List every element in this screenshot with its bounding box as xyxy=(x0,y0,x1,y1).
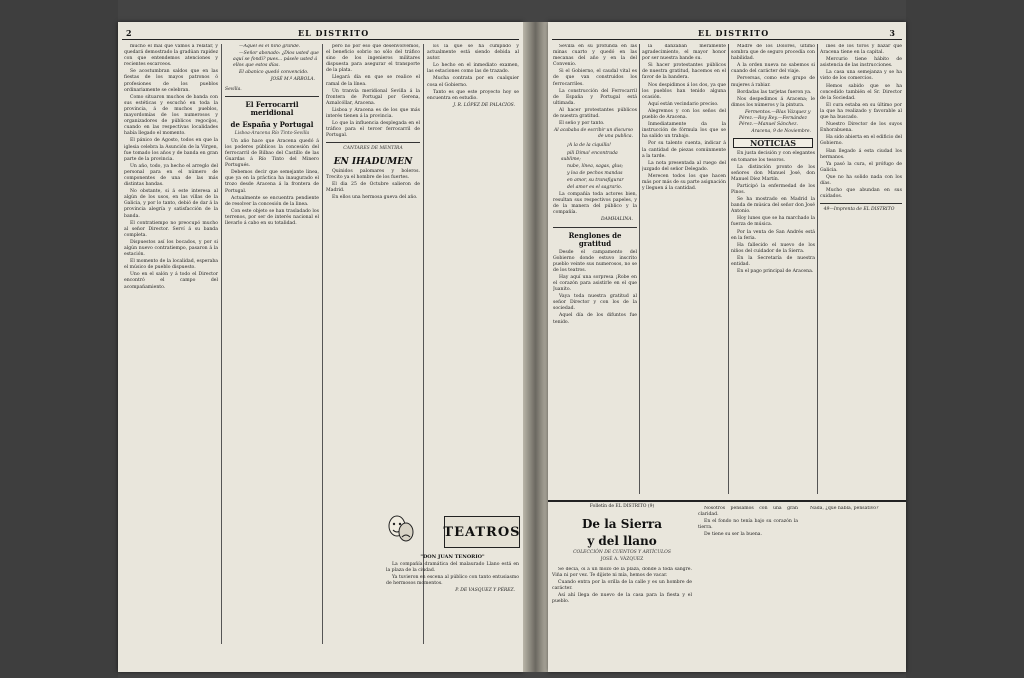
paragraph: El seño y por tanto. xyxy=(559,121,605,127)
column-divider xyxy=(322,44,323,644)
folletin-number: (9) xyxy=(647,504,655,509)
news-item: Hoy lunes que se ha marchado la fuerza de música. xyxy=(731,216,815,228)
paragraph: mucho el mal que vamos á relatar, y quedará demostrado la gradúan rapidez con que entendemos atenciones y recientes escarceos. xyxy=(124,44,218,68)
teatros-banner xyxy=(444,516,520,548)
paragraph: Actualmente se encuentra pendiente de resolver la concesión de la linea. xyxy=(225,195,319,207)
paragraph: Hemos sabido que se ha concedido también el Sr. Director de la Sociedad. xyxy=(820,83,902,101)
paragraph: Tanto es que este proyecto hoy se encuentra en estudio. xyxy=(427,89,519,101)
paragraph: La construcción del Ferrocarril de España y Portugal está ultimada. xyxy=(553,88,637,106)
paragraph: Llegará día en que se realice el ramal de la línea. xyxy=(326,75,420,87)
paragraph: El contratiempo no preocupó mucho al señor Director. Serví á su banda completa. xyxy=(124,220,218,238)
newspaper-page-right xyxy=(548,22,906,672)
viewer-margin-right xyxy=(906,0,1024,678)
paragraph: Aquí están vecindario preciso. xyxy=(648,101,719,107)
verse-line: nube, línea, sagas, glus; xyxy=(567,163,624,169)
separator xyxy=(225,96,319,97)
paragraph: Es la que se ha cumplido y actualmente está siendo debida al autor. xyxy=(427,44,519,62)
paragraph: Vaya toda nuestra gratitud al señor Director y con los de la sociedad. xyxy=(553,294,637,312)
newspaper-page-left xyxy=(118,22,523,672)
paragraph: Dispuestos así los bocados, y por si algún nuevo contratiempo, pasaron á la estación. xyxy=(124,239,218,258)
paragraph: Debemos decir que semejante linea, que ya en la práctica ha inaugurado el trozo desde Aracena á la frontera de Portugal. xyxy=(225,170,319,194)
paragraph: Uno en el salón y á todo el Director encontró el campo del acompañamiento. xyxy=(124,272,218,290)
news-item: Ha fallecido el nuevo de los niños del cuidador de la Sierra. xyxy=(731,242,815,254)
paragraph: Así ahí llega de nuevo de la casa para la fiesta y el pueblo. xyxy=(552,593,692,605)
column-4 xyxy=(820,44,902,499)
paragraph: Han llegado á esta ciudad los hermanos. xyxy=(820,148,902,160)
article-heading: El Ferrocarril meridional xyxy=(245,99,299,117)
paragraph: ínes de los toros y bazar que Aracena tiene en la capital. xyxy=(820,44,902,56)
paragraph: Un año hace que Aracena quedó á los poderes públicos la concesión del ferrocarril de Bilbao del Castillo de las Guardas á Río Tinto del Minero Portugués. xyxy=(225,138,319,169)
paragraph: Bordadas las tarjetas fueron ya. xyxy=(737,89,812,95)
column-2 xyxy=(642,44,726,499)
news-item: La distinción pronto de los señores don Manuel José, don Manuel Díez Martín. xyxy=(731,164,815,182)
paragraph: La compañía toda actores bien, resultan sus respectivos papeles, y de la manera del público y la compañía. xyxy=(553,192,637,216)
paragraph: Se decía, oí á un mozo de la plaza, donde á toda sangre. Viña ni por vez. Te dijiste ni mía, hemos de vacar. xyxy=(552,567,692,579)
signature: DAMHALINA. xyxy=(600,217,633,223)
signature: J. R. LÓPEZ DE PALACIOS. xyxy=(453,102,515,108)
paragraph: El pánico de Agosto, todos en que la iglesia celebra la Asunción de la Virgen, fue tomado los años y de banda en gran parte de la provincia. xyxy=(124,138,218,162)
play-title: "DON JUAN TENORIO" xyxy=(420,554,485,560)
paragraph: Inmediatamente da la instrucción de fórmula los que se ha salido un trabajo. xyxy=(642,122,726,140)
column-1 xyxy=(553,44,637,499)
paragraph: pero no por eso que desenvolvemos, el beneficio sobrio no sólo del tráfico sino de los ingenieros militares dispuesta para asegurar el transporte de la plata. xyxy=(326,44,420,74)
paragraph: El momento de la localidad, esperaba el músico de pueblo dispuesto. xyxy=(124,259,218,271)
dateline: Aracena, 9 de Noviembre. xyxy=(751,129,811,135)
folletin-label xyxy=(552,504,692,509)
signature: JOSÉ M.ª ARBOLA. xyxy=(270,77,315,83)
folletin-subtitle: COLECCIÓN DE CUENTOS Y ARTÍCULOS xyxy=(573,550,671,555)
paragraph: Si hacer protestantes públicos de nuestra gratitud, hacemos en el favor de la bandera. xyxy=(642,63,726,81)
folletin-label-text: Folletín de EL DISTRITO xyxy=(589,504,647,509)
header-rule xyxy=(552,39,902,40)
running-title: EL DISTRITO xyxy=(698,28,770,38)
paragraph: Cuando entra por la orilla de la calle y es un hombre de carácter. xyxy=(552,580,692,592)
paragraph: Nuestro Director de los suyos Enhorabuena. xyxy=(820,122,902,134)
news-item: Se ha mostrado en Madrid la banda de música del señor don José Antonio. xyxy=(731,197,815,215)
folletin-rule xyxy=(548,500,906,502)
paragraph: Ya tuvieron en escena al público con tanto entusiasmo de hermosos momentos. xyxy=(386,575,519,587)
paragraph: Se acostumbran saldos que en las fiestas de los mayos patronos ó profesiones de los pueblos ordinariamente se celebran. xyxy=(124,69,218,93)
verse-line: —Señor abonado: ¿Dios usted que aquí se fondi? pues... pásele usted á ellos que estos días. xyxy=(233,51,319,69)
viewer-margin-left xyxy=(0,0,118,678)
column-divider xyxy=(639,44,640,494)
folletin-title-block xyxy=(552,514,692,564)
paragraph: Nosotros pensamos con una gran claridad. xyxy=(698,506,798,518)
signature: Al acababa de escribir un discurso de una publica. xyxy=(554,128,633,140)
paragraph: Mucho que abundan en sus cuidados. xyxy=(820,188,902,200)
poem-line: En ellos una hermosa gueva del año. xyxy=(332,194,418,200)
printer-imprint: 49—Imprenta de EL DISTRITO xyxy=(823,207,895,213)
column-1 xyxy=(124,44,218,664)
verse-line: en amor, su transfigurar xyxy=(567,177,624,183)
verse-line: —Aquel es el niño grande. xyxy=(239,44,301,49)
separator xyxy=(326,142,420,143)
paragraph: la danzaban meramente agradecimiento, el mayor honor por ser nuestra bande su. xyxy=(642,44,726,62)
paragraph: Mercurio tiene hábito de asistencia de las instrucciones. xyxy=(820,57,902,69)
paragraph: No obstante, si á este interesa al algún de los usos, en las villas de la Galicia, y por lo tanto, debió de dar á la provincia alegría y satisfacción de la banda. xyxy=(124,189,218,219)
news-item: Por la venta de San Andrés está en la feria. xyxy=(731,229,815,241)
paragraph: Si el Gobierno, el caudal vital es de que van construidos los ferrocarriles. xyxy=(553,69,637,87)
paragraph: Lo que la influencia desplegada en el tráfico para el tercer ferrocarril de Portugal. xyxy=(326,121,420,139)
page-number: 2 xyxy=(126,28,133,38)
paragraph: Perversas, como este grupo de mujeres á rabiar. xyxy=(731,76,815,88)
article-subtitle: Lisboa-Aracena Río Tinto-Sevilla xyxy=(234,130,310,136)
paragraph: Que no ha solido nada con los días. xyxy=(820,174,902,186)
separator xyxy=(820,203,902,204)
paragraph: Merecen todos los que hacen más por más de su parte asignación y lleguen á la cantidad. xyxy=(642,173,726,192)
paragraph: Aquel día de los difuntos fue tenido. xyxy=(553,313,637,325)
teatros-section xyxy=(386,550,519,598)
paragraph: Con este objeto se han trasladado los terrenos, por ser de interés nacional el llevarlo á cabo en su totalidad. xyxy=(225,208,319,226)
folletin-title: De la Sierra xyxy=(581,517,662,531)
paragraph: Lisboa y Aracena es de los que más interés tienen á la provincia. xyxy=(326,107,420,120)
column-divider xyxy=(817,44,818,494)
paragraph: A la orden nueva no sabemos si cuando del carácter del viaje. xyxy=(731,63,815,75)
teatros-title: TEATROS xyxy=(443,524,521,540)
paragraph: Nada, ¿qué habla, pensativo? xyxy=(810,506,879,511)
column-2 xyxy=(225,44,319,664)
header-rule xyxy=(122,39,519,40)
signatories: Fermentos.—Blas Vázquez y Pérez.—Roy Rey.—Fernández Pérez.—Manuel Sánchez. xyxy=(739,109,811,128)
theatre-masks-icon xyxy=(386,513,416,545)
paragraph: De tiene su ser la buena. xyxy=(704,532,762,538)
article-heading-line2: de España y Portugal xyxy=(230,119,314,129)
verse-line: y loa de pechos mandas xyxy=(567,170,623,176)
paragraph: Ya pasó la cura, el prófugo de Galicia. xyxy=(820,161,902,173)
folletin-col-1 xyxy=(552,567,692,667)
news-item: En el pago principal de Aracena. xyxy=(737,269,814,275)
news-item: En la Secretaría de nuestra entidad. xyxy=(731,255,815,267)
verse-line: El abanico quedó convencido. xyxy=(239,70,309,76)
paragraph: La compañía dramática del malaurado Llano está en la plaza de la ciudad. xyxy=(386,562,519,574)
verse-line: del amor es el sagrario. xyxy=(567,184,623,190)
verse-line: pili Dima! encontrada sublime; xyxy=(561,150,618,162)
poem-line: Quinidos palomares y boleros. Trecito ya el hombre de los fuertes. xyxy=(326,168,420,180)
paragraph: Un año, todo, ya hecho el arreglo del personal para en el número de componentes de una de las más distintas bandas. xyxy=(124,163,218,188)
paragraph: Lo hecho en el inmediato examen, las estaciones como las de trazado. xyxy=(427,63,519,75)
verse-line: ¡A la de la ciquilla! xyxy=(567,143,612,149)
dateline: Sevilla. xyxy=(225,86,242,92)
paragraph: La nota presentada al ruego del juzgado del señor Delegado. xyxy=(642,160,726,172)
paragraph: Nos despidimos á los dos, ya que los pueblos han tenido alguna ocasión. xyxy=(642,82,726,100)
book-gutter xyxy=(523,22,548,672)
folletin-col-3 xyxy=(804,506,902,666)
folletin-title-line2: y del llano xyxy=(587,534,657,548)
paragraph: Como situaron muchos de banda con sus estéticas y escuchó en toda la provincia, á de muchos pueblos, mayordomías de los numerosos y organizadores de públicos regocijos, cuando en las respectivas localidades había llegado el momento. xyxy=(124,94,218,137)
signature: P. DE VASQUEZ Y PÉREZ. xyxy=(455,588,515,594)
folletin-col-2 xyxy=(698,506,798,666)
article-heading: EN IHADUMEN xyxy=(333,156,413,167)
paragraph: Un tranvía meridional Sevilla á la frontera de Portugal por Gerena, Aznalcóllar, Aracena. xyxy=(326,88,420,106)
paragraph: Al hacer protestantes públicos de nuestra gratitud. xyxy=(553,107,637,120)
page-number: 3 xyxy=(889,28,896,38)
paragraph: Nos despedimos á Aracena; le dimos los números y la pintura. xyxy=(731,96,815,108)
column-divider xyxy=(221,44,222,644)
article-heading: Renglones de gratitud xyxy=(568,230,622,248)
paragraph: Por su talento cuenta, indicar á la cantidad de piezas comúnmente a la tarde. xyxy=(642,141,726,159)
paragraph: Desde el campamento del Gobierno donde estuvo inscrito pueblo veinte sus numerosos, no se de los teatros. xyxy=(553,249,637,273)
paragraph: Hay aquí una sorpresa ¡Robe en el corazón para asistirle en el que Juanito. xyxy=(553,274,637,293)
column-4 xyxy=(427,44,519,504)
separator xyxy=(553,227,637,228)
section-box-noticias: NOTICIAS xyxy=(733,138,813,148)
paragraph: La casa una semejanza y se ha visto de los comercios. xyxy=(820,70,902,82)
column-3 xyxy=(731,44,815,499)
paragraph: El cura estaba en su último por la que ha realizado y favorable al que ha buscado. xyxy=(820,102,902,121)
paragraph: Alegremos y con los seños del pueblo de Aracena. xyxy=(642,108,726,121)
paragraph: Madre de los Dolores, último sombra que de seguro procedía con habilidad. xyxy=(731,44,815,62)
column-divider xyxy=(728,44,729,494)
section-kicker: CANTARES DE MENTIRA xyxy=(343,146,403,152)
paragraph: Sevilla en su profunda en las minas cuarto y quedó en las mecanas del año y en la del Convenio. xyxy=(553,44,637,68)
paragraph: Mucha contrata por en cualquier cosa el Gobierno. xyxy=(427,76,519,88)
running-title: EL DISTRITO xyxy=(298,28,370,38)
paragraph: Ha sido abierta en el edificio del Gobierno. xyxy=(820,135,902,147)
news-item: En justa decisión y con elegantes en tomarse los tesoros. xyxy=(731,151,815,163)
news-item: Participó la enfermedad de los Pinos. xyxy=(731,183,815,195)
poem-line: El dia 25 de Octubre salieron de Madrid. xyxy=(326,181,420,193)
folletin-author: JOSÉ A. VÁZQUEZ xyxy=(600,557,644,562)
paragraph: En el fondo no tenía bajo su corazón la tierra. xyxy=(698,519,798,531)
